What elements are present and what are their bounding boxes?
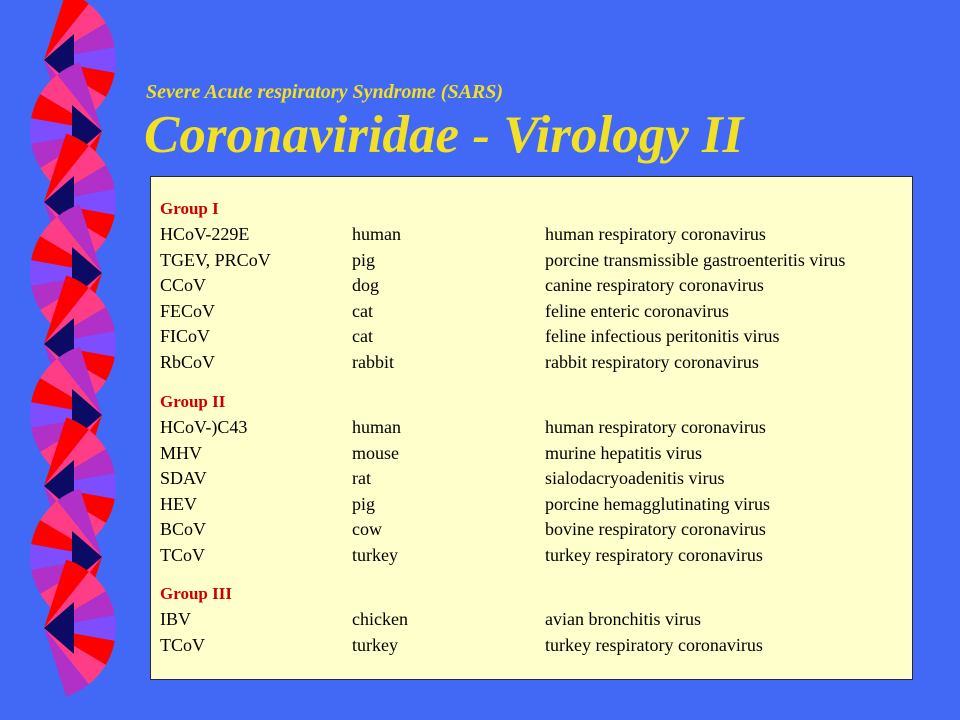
virus-host: human	[352, 417, 401, 437]
table-row	[160, 492, 910, 518]
decorative-fan-border	[0, 0, 125, 720]
virus-host: cow	[352, 519, 382, 540]
virus-abbreviation: RbCoV	[160, 351, 216, 372]
table-row	[160, 222, 910, 248]
virus-table	[150, 176, 913, 680]
virus-abbreviation: CCoV	[160, 275, 207, 296]
group-heading: Group II	[160, 392, 226, 411]
table-row	[160, 299, 910, 325]
table-row	[160, 350, 910, 376]
virus-name: porcine hemagglutinating virus	[545, 493, 770, 514]
virus-host: cat	[352, 300, 373, 321]
virus-abbreviation: FECoV	[160, 300, 216, 321]
virus-host: mouse	[352, 442, 399, 463]
virus-host: pig	[352, 249, 376, 270]
group-heading: Group I	[160, 199, 219, 218]
table-row	[160, 517, 910, 543]
virus-host: cat	[352, 326, 373, 347]
virus-name: turkey respiratory coronavirus	[545, 544, 763, 565]
virus-name: feline infectious peritonitis virus	[545, 326, 780, 347]
virus-host: rabbit	[352, 351, 394, 372]
group-3	[160, 581, 910, 658]
group-heading: Group III	[160, 584, 232, 603]
virus-abbreviation: HCoV-)C43	[160, 417, 248, 437]
table-row	[160, 324, 910, 350]
virus-abbreviation: FICoV	[160, 326, 211, 347]
table-row	[160, 633, 910, 659]
virus-abbreviation: HCoV-229E	[160, 224, 250, 244]
virus-abbreviation: TCoV	[160, 544, 205, 565]
virus-name: human respiratory coronavirus	[545, 224, 766, 244]
group-1	[160, 196, 910, 376]
virus-name: avian bronchitis virus	[545, 609, 701, 629]
virus-name: bovine respiratory coronavirus	[545, 519, 766, 540]
table-row	[160, 543, 910, 569]
virus-abbreviation: HEV	[160, 493, 197, 514]
virus-name: sialodacryoadenitis virus	[545, 468, 725, 489]
slide-title: Coronaviridae - Virology II	[144, 106, 744, 164]
virus-name: porcine transmissible gastroenteritis virus	[545, 249, 846, 270]
slide-subtitle: Severe Acute respiratory Syndrome (SARS)	[146, 81, 504, 103]
virus-abbreviation: TCoV	[160, 634, 205, 655]
virus-host: chicken	[352, 609, 408, 629]
virus-host: dog	[352, 275, 379, 296]
table-row	[160, 248, 910, 274]
virus-host: pig	[352, 493, 376, 514]
table-row	[160, 273, 910, 299]
virus-abbreviation: TGEV, PRCoV	[160, 249, 271, 270]
table-row	[160, 441, 910, 467]
virus-name: rabbit respiratory coronavirus	[545, 351, 759, 372]
virus-name: feline enteric coronavirus	[545, 300, 729, 321]
group-2	[160, 389, 910, 569]
virus-name: turkey respiratory coronavirus	[545, 634, 763, 655]
virus-abbreviation: MHV	[160, 442, 203, 463]
virus-name: murine hepatitis virus	[545, 442, 702, 463]
virus-abbreviation: IBV	[160, 609, 191, 629]
virus-abbreviation: SDAV	[160, 468, 207, 489]
table-row	[160, 607, 910, 633]
table-row	[160, 466, 910, 492]
virus-host: human	[352, 224, 401, 244]
virus-abbreviation: BCoV	[160, 519, 207, 540]
virus-name: human respiratory coronavirus	[545, 417, 766, 437]
table-row	[160, 415, 910, 441]
virus-host: rat	[352, 468, 371, 489]
virus-host: turkey	[352, 634, 398, 655]
virus-name: canine respiratory coronavirus	[545, 275, 764, 296]
virus-host: turkey	[352, 544, 398, 565]
